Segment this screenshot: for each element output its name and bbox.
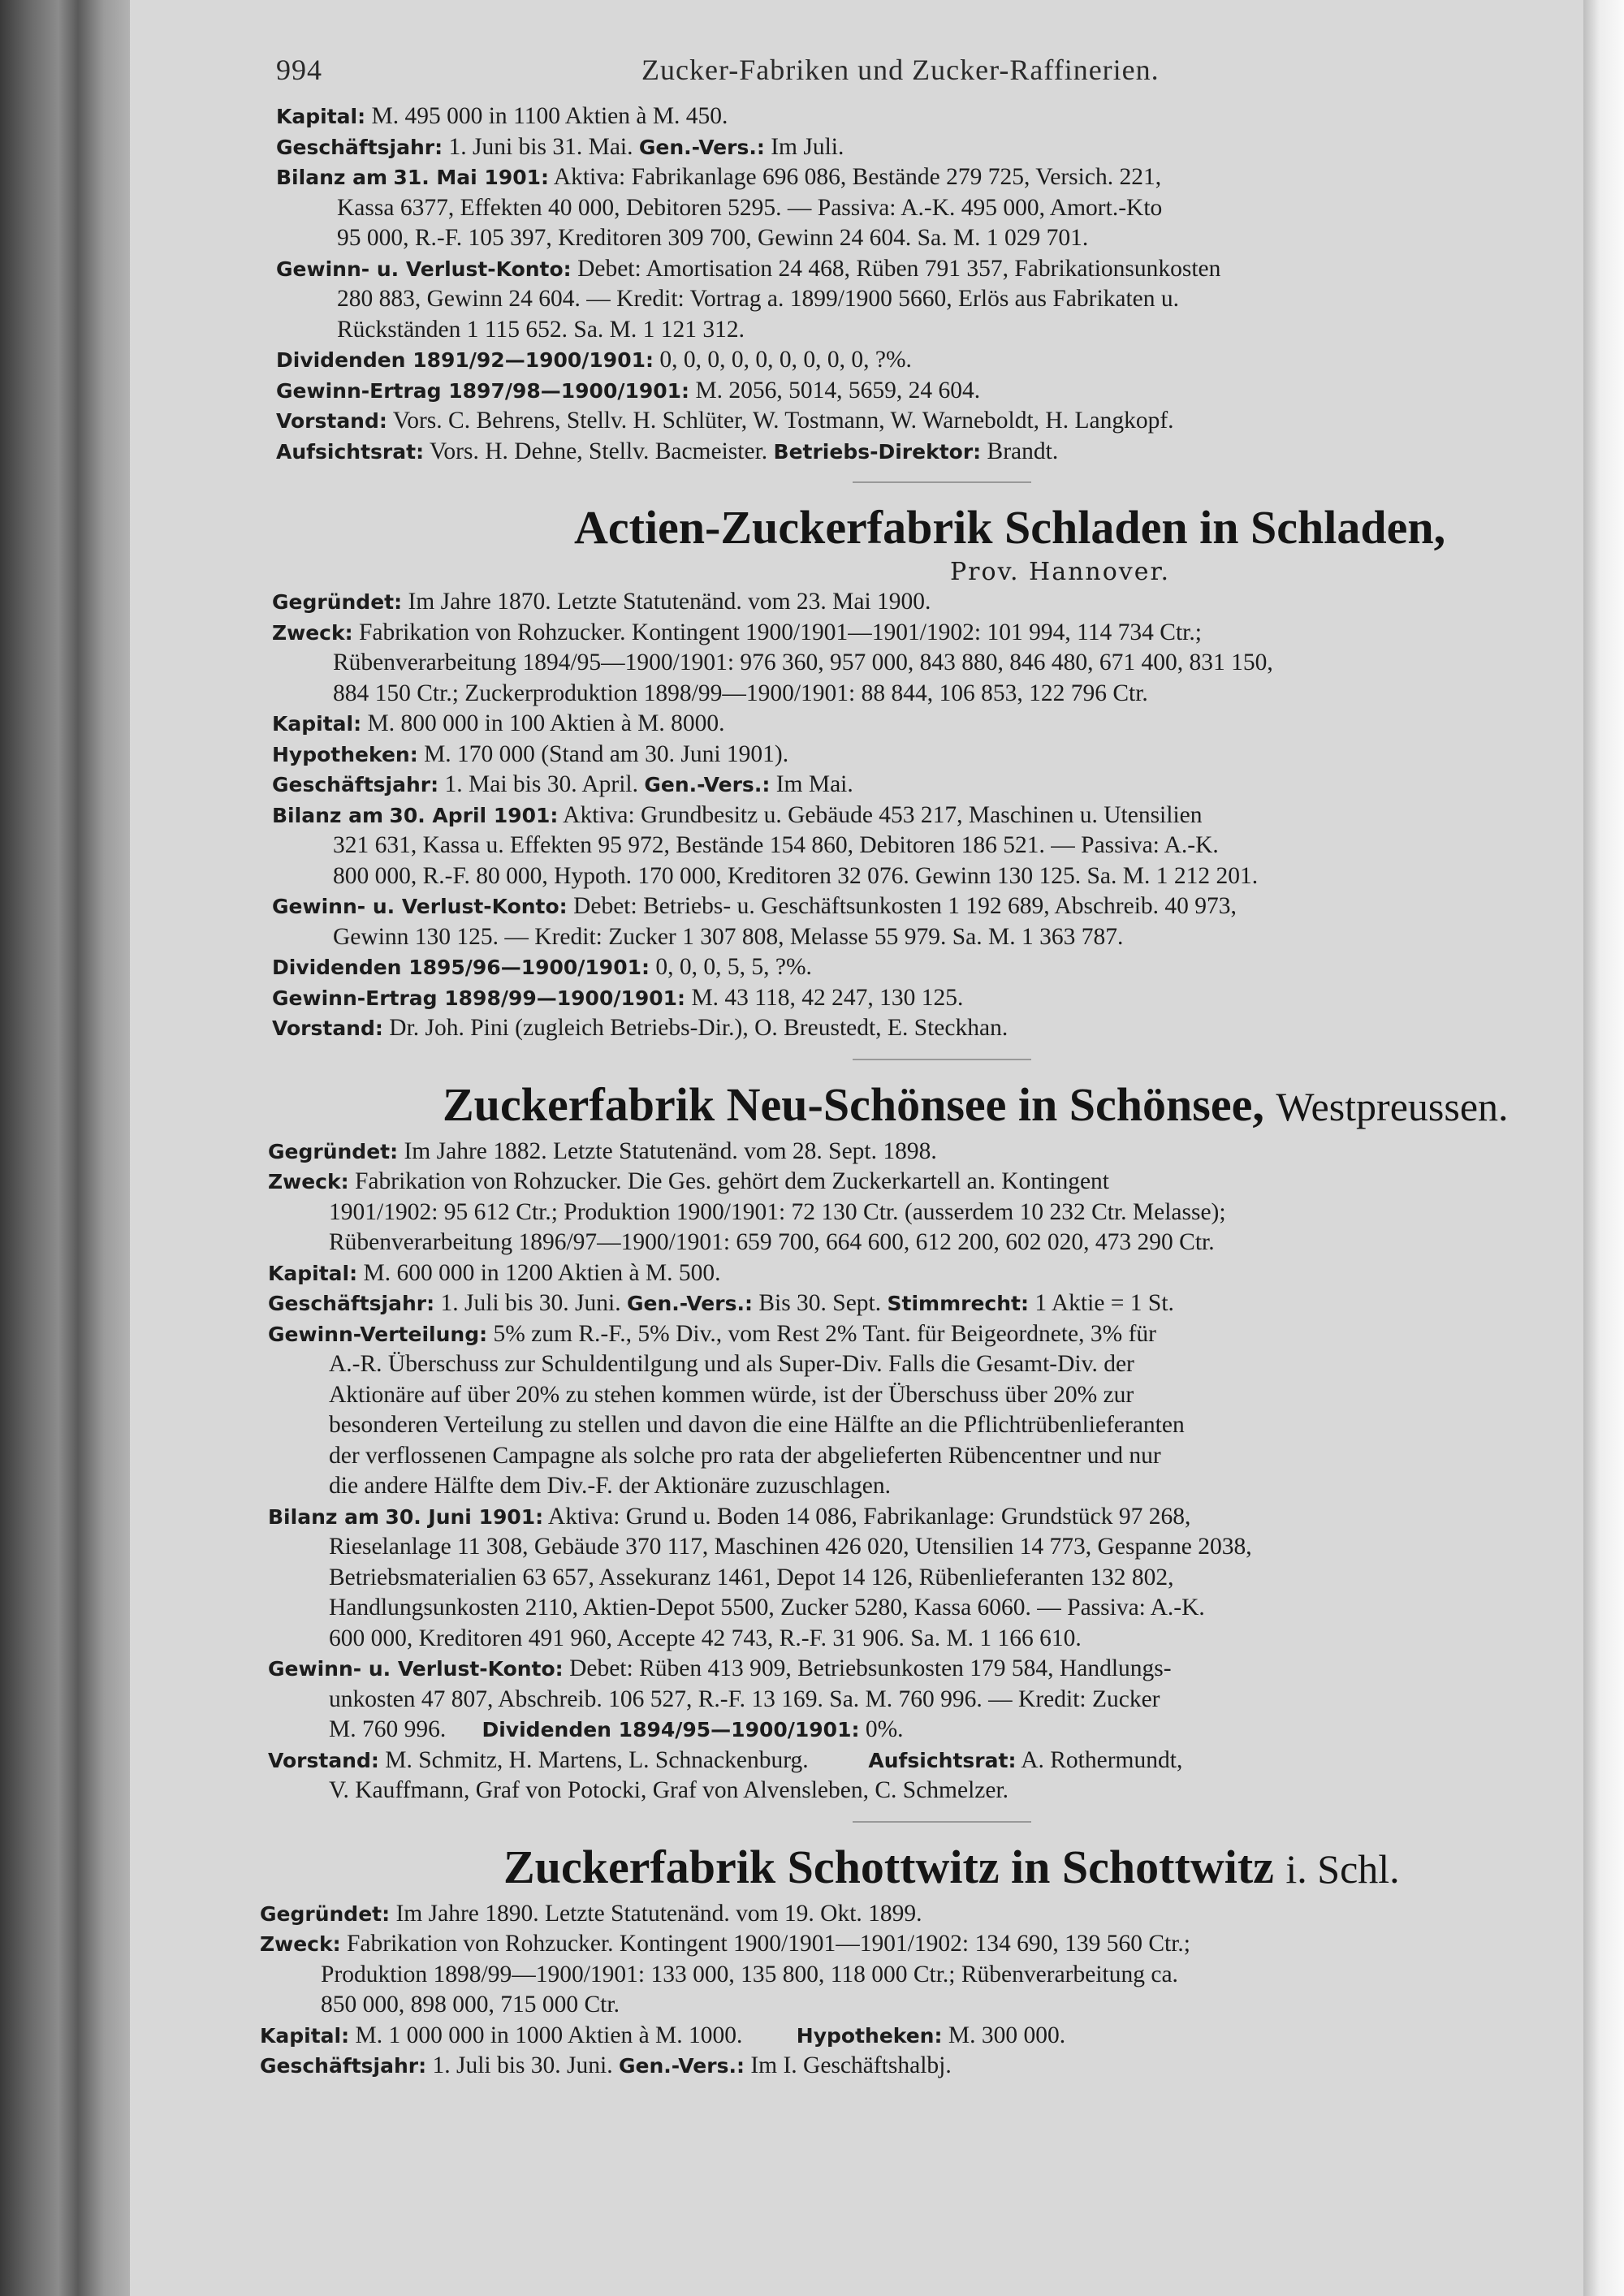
gv-line: Gewinn- u. Verlust-Konto: Debet: Betriebs- u. Geschäftsunkosten 1 192 689, Abschreib. 40 973,	[272, 893, 1237, 919]
zweck-line: Zweck: Fabrikation von Rohzucker. Die Ges. gehört dem Zuckerkartell an. Kontingent	[268, 1168, 1109, 1194]
gv-line: Gewinn- u. Verlust-Konto: Debet: Rüben 413 909, Betriebsunkosten 179 584, Handlungs-	[268, 1655, 1172, 1681]
hypotheken-line: Hypotheken: M. 170 000 (Stand am 30. Juni 1901).	[272, 740, 789, 767]
gegruendet-line: Gegründet: Im Jahre 1870. Letzte Statutenänd. vom 23. Mai 1900.	[272, 589, 931, 615]
entry-subtitle: Prov. Hannover.	[950, 558, 1171, 586]
kapital-line: Kapital: M. 495 000 in 1100 Aktien à M. 450.	[276, 103, 728, 129]
bilanz-line: 321 631, Kassa u. Effekten 95 972, Bestände 154 860, Debitoren 186 521. — Passiva: A.-K.	[333, 832, 1219, 858]
dividenden-line: Dividenden 1891/92—1900/1901: 0, 0, 0, 0, 0, 0, 0, 0, 0, ?%.	[276, 347, 912, 373]
page-content	[138, 45, 1575, 2082]
ertrag-line: Gewinn-Ertrag 1898/99—1900/1901: M. 43 118, 42 247, 130 125.	[272, 984, 964, 1011]
vorstand-line: Vorstand: M. Schmitz, H. Martens, L. Schnackenburg. Aufsichtsrat: A. Rothermundt,	[268, 1746, 1183, 1773]
zweck-line: 884 150 Ctr.; Zuckerproduktion 1898/99—1900/1901: 88 844, 106 853, 122 796 Ctr.	[333, 680, 1148, 706]
aufsichtsrat-line: V. Kauffmann, Graf von Potocki, Graf von Alvensleben, C. Schmelzer.	[329, 1777, 1009, 1803]
entry-neu-schoensee	[138, 1075, 1575, 1806]
verteilung-line: die andere Hälfte dem Div.-F. der Aktionäre zuzuschlagen.	[329, 1473, 891, 1499]
bilanz-line: 600 000, Kreditoren 491 960, Accepte 42 743, R.-F. 31 906. Sa. M. 1 166 610.	[329, 1625, 1082, 1651]
vorstand-line: Vorstand: Dr. Joh. Pini (zugleich Betriebs-Dir.), O. Breustedt, E. Steckhan.	[272, 1015, 1009, 1041]
geschaeftsjahr-line: Geschäftsjahr: 1. Juli bis 30. Juni. Gen.-Vers.: Im I. Geschäftshalbj.	[260, 2052, 952, 2078]
entry-schladen	[138, 498, 1575, 1044]
gv-line: Gewinn- u. Verlust-Konto: Debet: Amortisation 24 468, Rüben 791 357, Fabrikationsunkosten	[276, 255, 1221, 282]
verteilung-line: A.-R. Überschuss zur Schuldentilgung und als Super-Div. Falls die Gesamt-Div. der	[329, 1351, 1134, 1377]
kapital-line: Kapital: M. 1 000 000 in 1000 Aktien à M. 1000. Hypotheken: M. 300 000.	[260, 2022, 1066, 2048]
kapital-line: Kapital: M. 600 000 in 1200 Aktien à M. 500.	[268, 1259, 721, 1286]
separator-rule	[853, 1059, 1031, 1060]
zweck-line: Rübenverarbeitung 1894/95—1900/1901: 976 360, 957 000, 843 880, 846 480, 671 400, 831 150,	[333, 650, 1273, 675]
bilanz-line: Handlungsunkosten 2110, Aktien-Depot 5500, Zucker 5280, Kassa 6060. — Passiva: A.-K.	[329, 1595, 1205, 1621]
bilanz-line: Bilanz am 30. April 1901: Aktiva: Grundbesitz u. Gebäude 453 217, Maschinen u. Utensilien	[272, 801, 1203, 828]
zweck-line: Produktion 1898/99—1900/1901: 133 000, 135 800, 118 000 Ctr.; Rübenverarbeitung ca.	[321, 1961, 1178, 1987]
running-title: Zucker-Fabriken und Zucker-Raffinerien.	[641, 54, 1160, 86]
verteilung-line: der verflossenen Campagne als solche pro rata der abgelieferten Rübencentner und nur	[329, 1442, 1161, 1469]
bilanz-line: 95 000, R.-F. 105 397, Kreditoren 309 700, Gewinn 24 604. Sa. M. 1 029 701.	[337, 225, 1089, 251]
geschaeftsjahr-line: Geschäftsjahr: 1. Juni bis 31. Mai. Gen.-Vers.: Im Juli.	[276, 133, 844, 160]
gv-line: unkosten 47 807, Abschreib. 106 527, R.-F. 13 169. Sa. M. 760 996. — Kredit: Zucker	[329, 1685, 1160, 1712]
separator-rule	[853, 481, 1031, 483]
verteilung-line: Aktionäre auf über 20% zu stehen kommen würde, ist der Überschuss über 20% zur	[329, 1381, 1134, 1408]
bilanz-line: Betriebsmaterialien 63 657, Assekuranz 1461, Depot 14 126, Rübenlieferanten 132 802,	[329, 1564, 1174, 1590]
page-header	[138, 45, 1575, 101]
bilanz-line: Bilanz am 31. Mai 1901: Aktiva: Fabrikanlage 696 086, Bestände 279 725, Versich. 221,	[276, 164, 1162, 190]
zweck-line: Zweck: Fabrikation von Rohzucker. Kontingent 1900/1901—1901/1902: 134 690, 139 560 Ctr.;	[260, 1931, 1190, 1957]
kapital-line: Kapital: M. 800 000 in 100 Aktien à M. 8000.	[272, 710, 725, 736]
gv-line: Gewinn 130 125. — Kredit: Zucker 1 307 808, Melasse 55 979. Sa. M. 1 363 787.	[333, 923, 1124, 950]
aufsichtsrat-line: Aufsichtsrat: Vors. H. Dehne, Stellv. Bacmeister. Betriebs-Direktor: Brandt.	[276, 438, 1059, 464]
zweck-line: Zweck: Fabrikation von Rohzucker. Kontingent 1900/1901—1901/1902: 101 994, 114 734 Ctr.;	[272, 619, 1202, 645]
bilanz-line: Rieselanlage 11 308, Gebäude 370 117, Maschinen 426 020, Utensilien 14 773, Gespanne 2038,	[329, 1534, 1252, 1560]
page-number: 994	[276, 54, 322, 86]
zweck-line: 850 000, 898 000, 715 000 Ctr.	[321, 1992, 620, 2018]
entry-title: Zuckerfabrik Neu-Schönsee in Schönsee, Westpreussen.	[443, 1077, 1509, 1131]
verteilung-line: Gewinn-Verteilung: 5% zum R.-F., 5% Div., vom Rest 2% Tant. für Beigeordnete, 3% für	[268, 1320, 1156, 1347]
entry-schottwitz	[138, 1837, 1575, 2082]
vorstand-line: Vorstand: Vors. C. Behrens, Stellv. H. Schlüter, W. Tostmann, W. Warneboldt, H. Langkopf.	[276, 408, 1174, 434]
gegruendet-line: Gegründet: Im Jahre 1882. Letzte Statutenänd. vom 28. Sept. 1898.	[268, 1137, 937, 1164]
entry-title: Actien-Zuckerfabrik Schladen in Schladen,	[574, 501, 1446, 554]
zweck-line: 1901/1902: 95 612 Ctr.; Produktion 1900/1901: 72 130 Ctr. (ausserdem 10 232 Ctr. Melasse);	[329, 1198, 1226, 1225]
ertrag-line: Gewinn-Ertrag 1897/98—1900/1901: M. 2056, 5014, 5659, 24 604.	[276, 377, 981, 404]
entry-title: Zuckerfabrik Schottwitz in Schottwitz i. Schl.	[503, 1840, 1400, 1893]
book-spine	[0, 0, 130, 2296]
bilanz-line: Kassa 6377, Effekten 40 000, Debitoren 5295. — Passiva: A.-K. 495 000, Amort.-Kto	[337, 194, 1163, 221]
geschaeftsjahr-line: Geschäftsjahr: 1. Mai bis 30. April. Gen.-Vers.: Im Mai.	[272, 771, 853, 797]
gv-line: 280 883, Gewinn 24 604. — Kredit: Vortrag a. 1899/1900 5660, Erlös aus Fabrikaten u.	[337, 286, 1180, 312]
dividenden-line: Dividenden 1895/96—1900/1901: 0, 0, 0, 5, 5, ?%.	[272, 954, 812, 980]
geschaeftsjahr-line: Geschäftsjahr: 1. Juli bis 30. Juni. Gen.-Vers.: Bis 30. Sept. Stimmrecht: 1 Aktie = 1 St.	[268, 1290, 1174, 1316]
page-edge	[1583, 0, 1624, 2296]
bilanz-line: Bilanz am 30. Juni 1901: Aktiva: Grund u. Boden 14 086, Fabrikanlage: Grundstück 97 268,	[268, 1503, 1191, 1530]
gv-line: M. 760 996. Dividenden 1894/95—1900/1901: 0%.	[329, 1716, 904, 1742]
zweck-line: Rübenverarbeitung 1896/97—1900/1901: 659 700, 664 600, 612 200, 602 020, 473 290 Ctr.	[329, 1229, 1215, 1255]
gv-line: Rückständen 1 115 652. Sa. M. 1 121 312.	[337, 316, 745, 343]
bilanz-line: 800 000, R.-F. 80 000, Hypoth. 170 000, Kreditoren 32 076. Gewinn 130 125. Sa. M. 1 212 201.	[333, 862, 1259, 889]
gegruendet-line: Gegründet: Im Jahre 1890. Letzte Statutenänd. vom 19. Okt. 1899.	[260, 1900, 922, 1927]
verteilung-line: besonderen Verteilung zu stellen und davon die eine Hälfte an die Pflichtrübenlieferanten	[329, 1412, 1185, 1438]
entry-continued	[138, 101, 1575, 467]
separator-rule	[853, 1821, 1031, 1823]
